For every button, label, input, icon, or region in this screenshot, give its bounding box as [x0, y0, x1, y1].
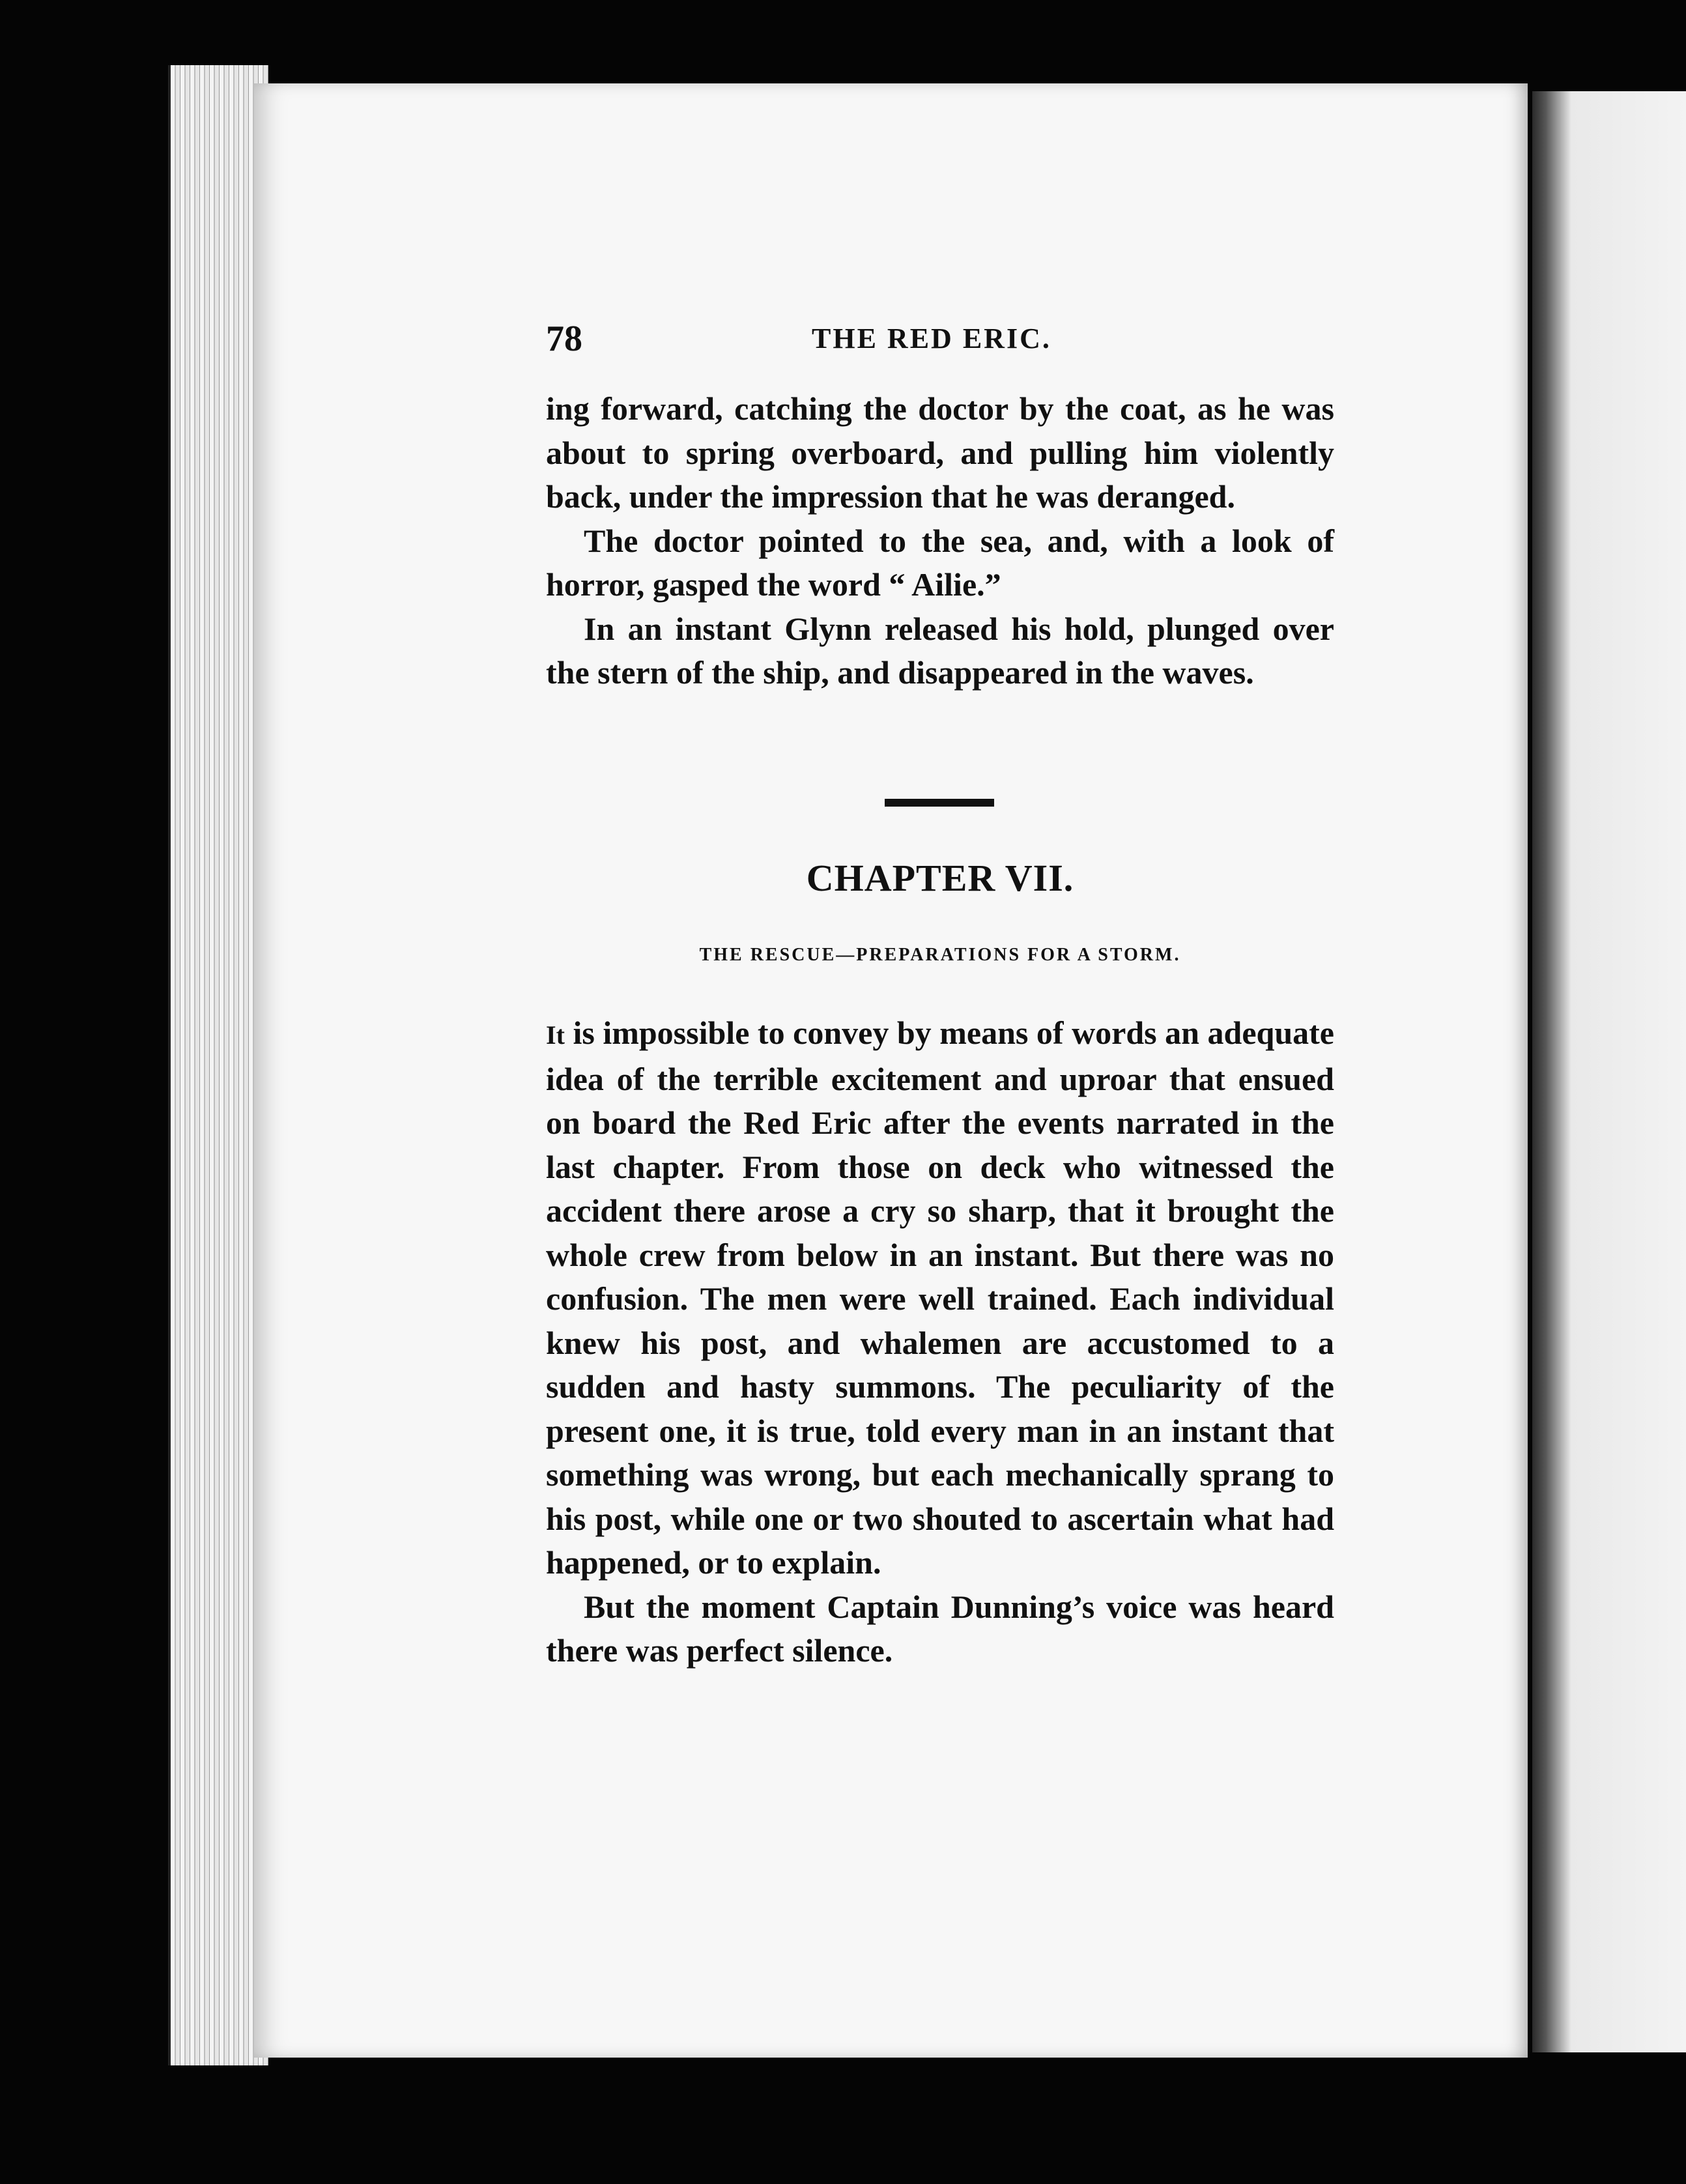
page-number: 78 [546, 319, 582, 359]
paragraph: The doctor pointed to the sea, and, with a look of horror, gasped the word “ Ailie.” [546, 522, 1334, 603]
chapter-heading: CHAPTER VII. [806, 857, 1074, 899]
paragraph: ing forward, catching the doctor by the coat, as he was about to spring overboard, and pulling him violently back, under the impression that he was deranged. [546, 390, 1334, 515]
paragraph: In an instant Glynn released his hold, plunged over the stern of the ship, and disappeared in the waves. [546, 610, 1334, 691]
section-divider [885, 799, 994, 807]
chapter-text [546, 1011, 1334, 1673]
paragraph: But the moment Captain Dunning’s voice was heard there was perfect silence. [546, 1588, 1334, 1669]
running-title: THE RED ERIC. [812, 323, 1051, 354]
opening-small-caps: It [546, 1020, 565, 1050]
chapter-subtitle: THE RESCUE—PREPARATIONS FOR A STORM. [699, 945, 1181, 965]
paragraph [546, 1011, 1334, 1585]
book-page-edges [168, 65, 268, 2065]
facing-page [1532, 91, 1686, 2052]
continuation-text [546, 387, 1334, 695]
running-head [546, 318, 1328, 364]
paragraph-body: is impossible to convey by means of words an adequate idea of the terrible excitement and uproar that ensued on board the Red Eric after the events narrated in the last chapter. From those on deck who witnessed the accident there arose a cry so sharp, that it brought the whole crew from below in an instant. But there was no confusion. The men were well trained. Each individual knew his post, and whalemen are accustomed to a sudden and hasty summons. The peculiarity of the present one, it is true, told every man in an instant that something was wrong, but each mechanically sprang to his post, while one or two shouted to ascertain what had happened, or to explain. [546, 1014, 1334, 1581]
